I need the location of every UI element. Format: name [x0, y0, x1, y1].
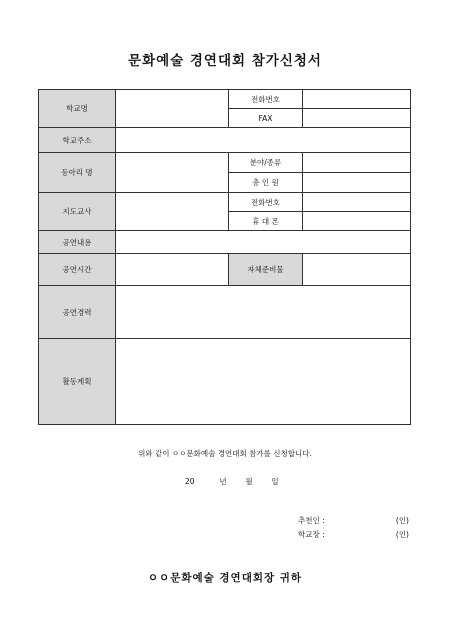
application-form-table [38, 89, 411, 425]
performance-content-field[interactable] [116, 231, 411, 254]
total-members-label: 총 인 원 [229, 173, 303, 193]
performance-content-label: 공연내용 [39, 231, 116, 254]
principal-label: 학교장 : [298, 530, 325, 539]
date-day: 일 [271, 477, 279, 486]
performance-history-label: 공연경력 [39, 286, 116, 339]
school-address-field[interactable] [116, 128, 411, 153]
activity-plan-label: 활동계획 [39, 339, 116, 425]
genre-label: 분야/종류 [229, 153, 303, 173]
advisor-phone-field[interactable] [303, 193, 411, 212]
fax-field[interactable] [303, 109, 411, 128]
mobile-field[interactable] [303, 212, 411, 231]
advisor-field[interactable] [116, 193, 229, 231]
mobile-label: 휴 대 폰 [229, 212, 303, 231]
club-name-field[interactable] [116, 153, 229, 193]
declaration-text: 위와 같이 ㅇㅇ문화예술 경연대회 참가를 신청합니다. [138, 449, 312, 458]
advisor-label: 지도교사 [39, 193, 116, 231]
performance-history-field[interactable] [116, 286, 411, 339]
date-month: 월 [245, 477, 253, 486]
own-equipment-field[interactable] [303, 254, 411, 286]
addressee-footer: ㅇㅇ문화예술 경연대회장 귀하 [147, 572, 303, 584]
phone-label: 전화번호 [229, 90, 303, 109]
genre-field[interactable] [303, 153, 411, 173]
recommender-label: 추천인 : [298, 516, 325, 525]
school-name-label: 학교명 [39, 90, 116, 128]
own-equipment-label: 자체준비물 [229, 254, 303, 286]
principal-seal: (인) [395, 530, 409, 539]
performance-time-label: 공연시간 [39, 254, 116, 286]
recommender-seal: (인) [395, 516, 409, 525]
date-year: 년 [219, 477, 227, 486]
performance-time-field[interactable] [116, 254, 229, 286]
activity-plan-field[interactable] [116, 339, 411, 425]
form-title: 문화예술 경연대회 참가신청서 [128, 53, 322, 69]
school-name-field[interactable] [116, 90, 229, 128]
date-year-prefix: 20 [185, 477, 195, 486]
phone-field[interactable] [303, 90, 411, 109]
advisor-phone-label: 전화번호 [229, 193, 303, 212]
fax-label: FAX [229, 109, 303, 128]
school-address-label: 학교주소 [39, 128, 116, 153]
club-name-label: 동아리 명 [39, 153, 116, 193]
date-line [185, 476, 279, 487]
total-members-field[interactable] [303, 173, 411, 193]
